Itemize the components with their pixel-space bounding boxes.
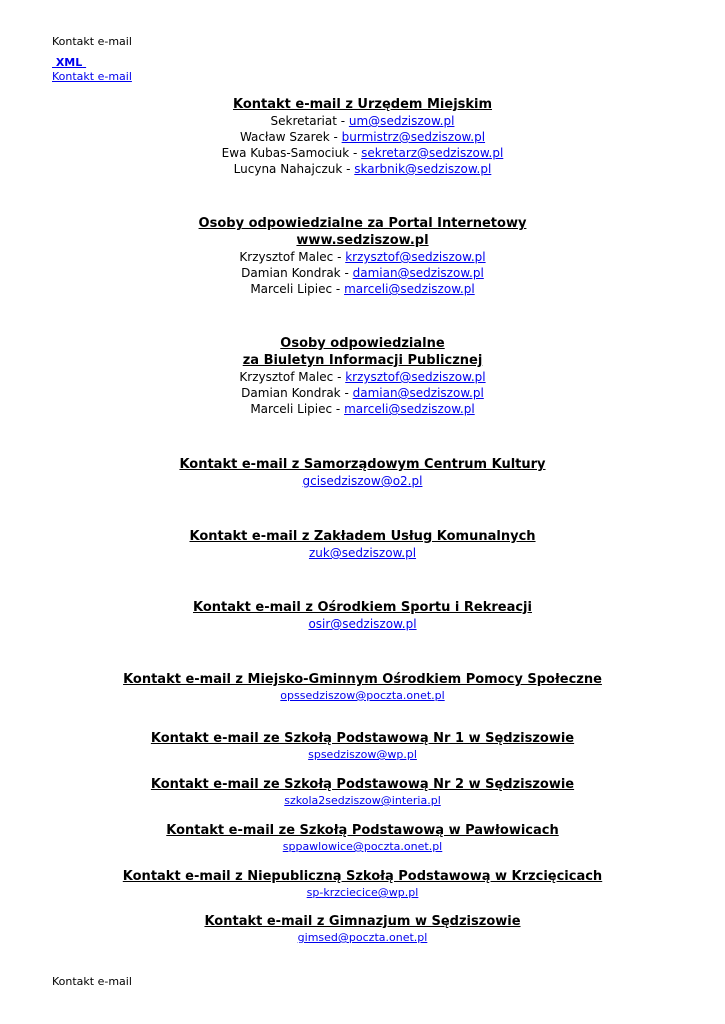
section-heading: Kontakt e-mail z Zakładem Usług Komunalnych [189, 529, 536, 544]
email-link[interactable]: sppawlowice@poczta.onet.pl [282, 840, 443, 853]
email-link[interactable]: marceli@sedziszow.pl [344, 402, 475, 416]
section-urzad [0, 97, 725, 177]
email-link[interactable]: opssedziszow@poczta.onet.pl [280, 689, 445, 702]
section-heading: Kontakt e-mail z Samorządowym Centrum Kultury [179, 457, 546, 472]
page-footer-title: Kontakt e-mail [52, 975, 132, 988]
page-header-title: Kontakt e-mail [52, 35, 132, 48]
email-link[interactable]: spsedziszow@wp.pl [308, 748, 417, 761]
section-kultura [0, 457, 725, 489]
contact-row [0, 113, 725, 129]
section-mgops [0, 672, 725, 703]
email-link[interactable]: krzysztof@sedziszow.pl [345, 370, 486, 384]
section-heading: Kontakt e-mail z Niepubliczną Szkołą Podstawową w Krzcięcicach [122, 869, 603, 884]
section-bip [0, 336, 725, 417]
contact-name: Krzysztof Malec - [239, 250, 346, 264]
section-heading: Kontakt e-mail ze Szkołą Podstawową Nr 1 w Sędziszowie [150, 731, 575, 746]
email-link[interactable]: szkola2sedziszow@interia.pl [284, 794, 441, 807]
email-link[interactable]: skarbnik@sedziszow.pl [354, 162, 492, 176]
contact-row [0, 249, 725, 265]
section-heading: Kontakt e-mail z Urzędem Miejskim [232, 97, 493, 112]
section-heading: Kontakt e-mail z Ośrodkiem Sportu i Rekreacji [193, 600, 532, 615]
section-sp2 [0, 777, 725, 808]
section-zuk [0, 529, 725, 561]
email-link[interactable]: zuk@sedziszow.pl [308, 546, 417, 560]
section-heading: Osoby odpowiedzialne [280, 336, 445, 351]
section-heading: Kontakt e-mail ze Szkołą Podstawową w Pawłowicach [166, 823, 559, 838]
contact-row [0, 401, 725, 417]
section-portal [0, 216, 725, 297]
email-link[interactable]: gcisedziszow@o2.pl [302, 474, 423, 488]
section-sp1 [0, 731, 725, 762]
email-link[interactable]: damian@sedziszow.pl [352, 386, 484, 400]
xml-link[interactable]: XML [52, 56, 87, 69]
section-heading: Osoby odpowiedzialne za Portal Internetowy [198, 216, 527, 231]
section-heading-line2: za Biuletyn Informacji Publicznej [242, 353, 483, 368]
email-link[interactable]: sekretarz@sedziszow.pl [361, 146, 504, 160]
contact-name: Krzysztof Malec - [239, 370, 346, 384]
contact-name: Marceli Lipiec - [250, 402, 345, 416]
contact-row [0, 369, 725, 385]
contact-name: Ewa Kubas-Samociuk - [221, 146, 362, 160]
contact-row [0, 385, 725, 401]
section-nsp-krzciecice [0, 869, 725, 900]
contact-name: Wacław Szarek - [239, 130, 342, 144]
email-link[interactable]: sp-krzciecice@wp.pl [306, 886, 419, 899]
breadcrumb-link[interactable]: Kontakt e-mail [52, 70, 132, 83]
section-gimnazjum [0, 914, 725, 945]
contact-row [0, 281, 725, 297]
email-link[interactable]: damian@sedziszow.pl [352, 266, 484, 280]
email-link[interactable]: gimsed@poczta.onet.pl [297, 931, 428, 944]
section-sp-pawlowice [0, 823, 725, 854]
contact-row [0, 145, 725, 161]
email-link[interactable]: burmistrz@sedziszow.pl [341, 130, 486, 144]
contact-row [0, 129, 725, 145]
contact-name: Damian Kondrak - [241, 386, 353, 400]
email-link[interactable]: um@sedziszow.pl [348, 114, 455, 128]
section-heading-line2: www.sedziszow.pl [296, 233, 429, 248]
email-link[interactable]: osir@sedziszow.pl [308, 617, 417, 631]
email-link[interactable]: marceli@sedziszow.pl [344, 282, 475, 296]
contact-row [0, 161, 725, 177]
contact-row [0, 265, 725, 281]
contact-name: Damian Kondrak - [241, 266, 353, 280]
section-heading: Kontakt e-mail z Gimnazjum w Sędziszowie [204, 914, 521, 929]
section-heading: Kontakt e-mail z Miejsko-Gminnym Ośrodkiem Pomocy Społeczne [123, 672, 602, 687]
contact-name: Sekretariat - [270, 114, 349, 128]
section-osir [0, 600, 725, 632]
contact-name: Lucyna Nahajczuk - [233, 162, 355, 176]
section-heading: Kontakt e-mail ze Szkołą Podstawową Nr 2 w Sędziszowie [150, 777, 575, 792]
email-link[interactable]: krzysztof@sedziszow.pl [345, 250, 486, 264]
contact-name: Marceli Lipiec - [250, 282, 345, 296]
